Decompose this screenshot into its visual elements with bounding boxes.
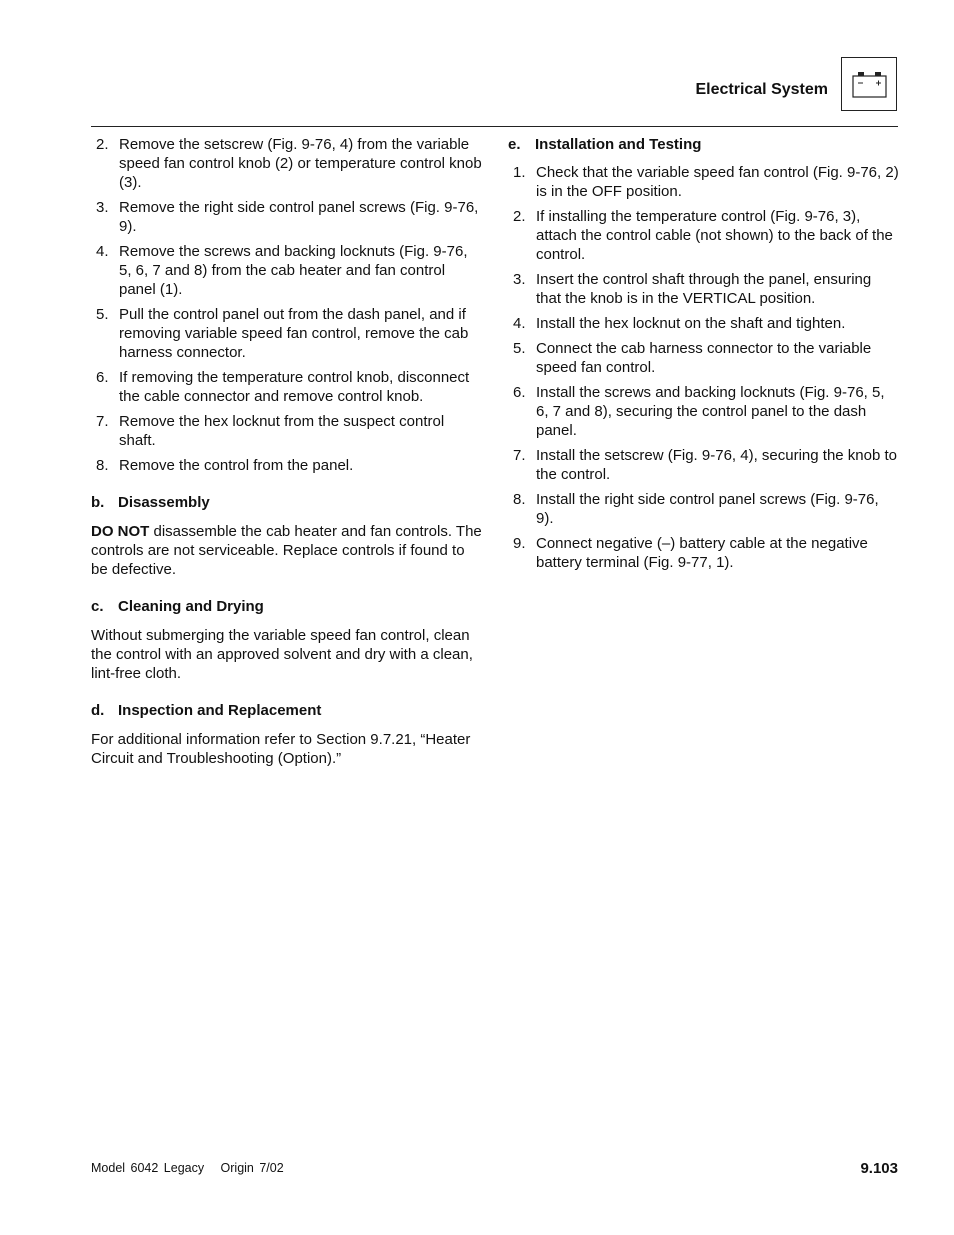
step-text: If removing the temperature control knob, disconnect the cable connector and remove control knob. [119,369,470,405]
heading-text: Inspection and Replacement [118,702,322,719]
step-number: 1. [513,164,526,181]
list-item [91,368,483,406]
step-number: 4. [513,315,526,332]
list-item [91,242,483,299]
step-number: 7. [96,413,109,430]
step-number: 4. [96,243,109,260]
step-number: 2. [96,136,109,153]
list-item [91,198,483,236]
step-number: 9. [513,535,526,552]
step-number: 2. [513,208,526,225]
list-item [508,339,900,377]
heading-text: Installation and Testing [535,136,702,153]
step-text: Remove the hex locknut from the suspect control shaft. [119,413,445,449]
list-item [91,305,483,362]
list-item [508,314,900,333]
battery-icon [852,71,888,99]
list-item [91,456,483,475]
step-text: Install the setscrew (Fig. 9-76, 4), securing the knob to the control. [536,447,898,483]
step-text: If installing the temperature control (Fig. 9-76, 3), attach the control cable (not shown) to the back of the control. [536,208,893,263]
list-item [508,270,900,308]
page-number: 9.103 [860,1160,898,1177]
step-text: Remove the right side control panel screws (Fig. 9-76, 9). [119,199,479,235]
step-text: Install the right side control panel screws (Fig. 9-76, 9). [536,491,879,527]
section-title: Electrical System [695,81,828,98]
right-column [508,135,900,578]
step-text: Connect negative (–) battery cable at the negative battery terminal (Fig. 9-77, 1). [536,535,868,571]
heading-letter: e. [508,136,521,153]
emphasis-text: DO NOT [91,523,150,540]
cleaning-paragraph: Without submerging the variable speed fan control, clean the control with an approved solvent and dry with a clean, lint-free cloth. [91,627,473,682]
step-number: 3. [513,271,526,288]
step-text: Pull the control panel out from the dash panel, and if removing variable speed fan control, remove the cab harness connector. [119,306,469,361]
inspection-paragraph: For additional information refer to Section 9.7.21, “Heater Circuit and Troubleshooting (Option).” [91,731,471,767]
installation-steps-list [508,163,900,572]
step-number: 8. [513,491,526,508]
header-divider [91,126,898,127]
list-item [508,490,900,528]
list-item [508,446,900,484]
list-item [91,412,483,450]
step-text: Remove the screws and backing locknuts (Fig. 9-76, 5, 6, 7 and 8) from the cab heater and fan control panel (1). [119,243,468,298]
list-item [508,534,900,572]
section-icon-box [841,57,897,111]
paragraph-text: disassemble the cab heater and fan controls. The controls are not serviceable. Replace controls if found to be defective. [91,523,482,578]
removal-steps-list [91,135,483,475]
inspection-heading [91,701,483,720]
step-number: 7. [513,447,526,464]
list-item [508,383,900,440]
step-text: Check that the variable speed fan control (Fig. 9-76, 2) is in the OFF position. [536,164,899,200]
installation-heading [508,135,900,154]
step-number: 5. [96,306,109,323]
cleaning-heading [91,597,483,616]
step-number: 6. [513,384,526,401]
list-item [508,163,900,201]
step-number: 8. [96,457,109,474]
heading-text: Cleaning and Drying [118,598,264,615]
heading-text: Disassembly [118,494,210,511]
step-text: Remove the setscrew (Fig. 9-76, 4) from the variable speed fan control knob (2) or temperature control knob (3). [119,136,482,191]
list-item [508,207,900,264]
step-text: Insert the control shaft through the panel, ensuring that the knob is in the VERTICAL position. [536,271,872,307]
heading-letter: d. [91,702,105,719]
disassembly-paragraph [91,522,483,579]
disassembly-heading [91,493,483,512]
list-item [91,135,483,192]
step-text: Connect the cab harness connector to the variable speed fan control. [536,340,872,376]
step-text: Remove the control from the panel. [119,457,354,474]
step-number: 6. [96,369,109,386]
footer-model-info: Model 6042 Legacy Origin 7/02 [91,1161,284,1175]
step-number: 3. [96,199,109,216]
step-text: Install the screws and backing locknuts (Fig. 9-76, 5, 6, 7 and 8), securing the control panel to the dash panel. [536,384,885,439]
heading-letter: c. [91,598,104,615]
left-column [91,135,483,776]
step-number: 5. [513,340,526,357]
step-text: Install the hex locknut on the shaft and tighten. [536,315,846,332]
heading-letter: b. [91,494,105,511]
